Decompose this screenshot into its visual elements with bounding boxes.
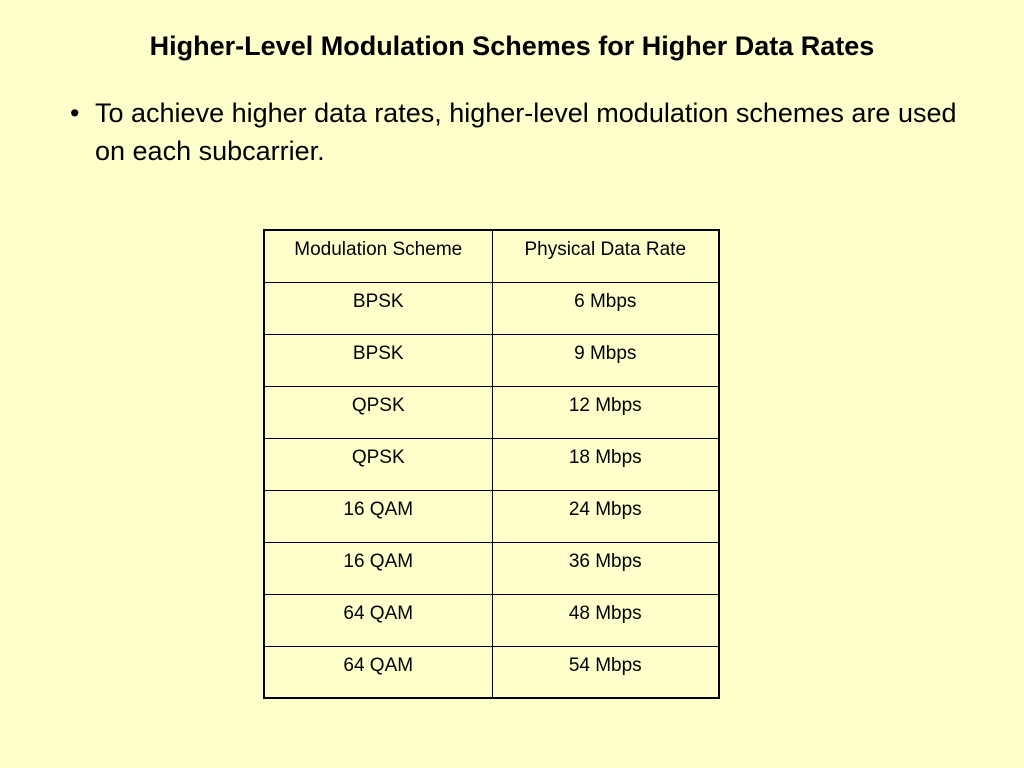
modulation-scheme-cell: 16 QAM [264,542,492,594]
modulation-scheme-cell: 16 QAM [264,490,492,542]
data-rate-cell: 24 Mbps [492,490,719,542]
table-row [264,594,719,646]
table-row [264,646,719,698]
data-rate-cell: 9 Mbps [492,334,719,386]
modulation-scheme-cell: 64 QAM [264,646,492,698]
table-row [264,334,719,386]
bullet-text: To achieve higher data rates, higher-level modulation schemes are used on each subcarrier. [95,98,957,166]
bullet-point [70,94,990,170]
slide-title: Higher-Level Modulation Schemes for Higher Data Rates [149,31,875,61]
table-row [264,438,719,490]
table-row [264,282,719,334]
table-row [264,490,719,542]
modulation-scheme-cell: BPSK [264,282,492,334]
data-rate-cell: 36 Mbps [492,542,719,594]
modulation-scheme-cell: BPSK [264,334,492,386]
table-row [264,386,719,438]
data-rate-cell: 12 Mbps [492,386,719,438]
table-row [264,542,719,594]
data-rate-cell: 48 Mbps [492,594,719,646]
modulation-scheme-cell: QPSK [264,386,492,438]
header-physical-data-rate: Physical Data Rate [492,230,719,282]
data-rate-cell: 54 Mbps [492,646,719,698]
data-rate-cell: 6 Mbps [492,282,719,334]
modulation-scheme-cell: 64 QAM [264,594,492,646]
data-rate-cell: 18 Mbps [492,438,719,490]
bullet-icon: • [70,98,80,128]
table-header-row [264,230,719,282]
header-modulation-scheme: Modulation Scheme [264,230,492,282]
modulation-scheme-cell: QPSK [264,438,492,490]
modulation-rate-table [263,229,720,699]
